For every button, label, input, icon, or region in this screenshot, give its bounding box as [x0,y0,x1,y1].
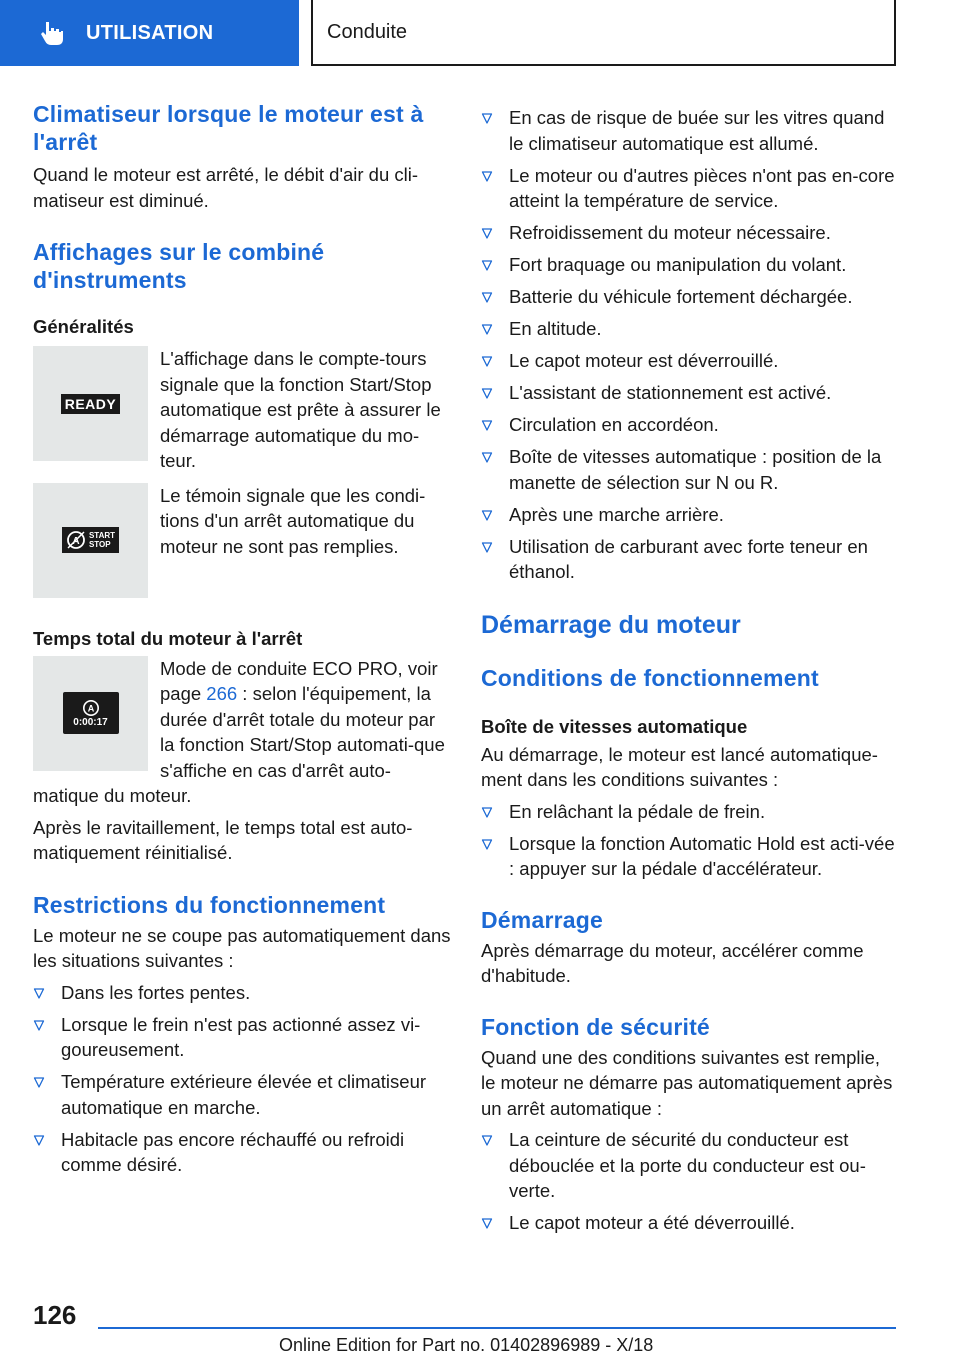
text-demarrage: Après démarrage du moteur, accélérer comme d'habitude. [481,939,864,986]
list-item [481,831,899,882]
triangle-bullet-icon [481,259,493,271]
list-item [33,1069,451,1120]
triangle-bullet-icon [481,806,493,818]
triangle-bullet-icon [481,509,493,521]
restrictions-list-continued [481,105,899,585]
heading-securite: Fonction de sécurité [481,1013,710,1040]
list-item [33,1127,451,1178]
triangle-bullet-icon [33,1076,45,1088]
list-item-text: Fort braquage ou manipulation du volant. [509,254,847,275]
list-item [481,444,899,495]
triangle-bullet-icon [33,1134,45,1146]
text-temps-part-2: : selon l'équipement, la durée d'arrêt totale du moteur par la fonction Start/Stop automati-que s'affiche en cas d'arrêt auto-matique du moteur. [33,683,445,806]
list-item [481,348,899,374]
list-item-text: Le capot moteur a été déverrouillé. [509,1212,795,1233]
list-item-text: En relâchant la pédale de frein. [509,800,766,822]
text-ravitaillement: Après le ravitaillement, le temps total est auto-matiquement réinitialisé. [33,816,413,863]
triangle-bullet-icon [481,451,493,463]
hand-pointer-icon [32,13,72,53]
list-item-text: La ceinture de sécurité du conducteur est débouclée et la porte du conducteur est ou-verte. [509,1129,866,1201]
auto-startstop-icon [66,530,86,550]
heading-temps-total: Temps total du moteur à l'arrêt [33,627,303,649]
triangle-bullet-icon [481,541,493,553]
list-item [481,799,899,825]
list-item [481,316,899,342]
securite-conditions-list [481,1127,899,1236]
list-item [481,252,899,278]
list-item-text: Le moteur ou d'autres pièces n'ont pas en-core atteint la température de service. [509,164,895,211]
triangle-bullet-icon [481,112,493,124]
restrictions-list [33,980,451,1178]
text-securite: Quand une des conditions suivantes est remplie, le moteur ne démarre pas automatiquement après un arrêt automatique : [481,1046,893,1119]
list-item [481,412,899,438]
text-startstop: Le témoin signale que les condi-tions d'un arrêt automatique du moteur ne sont pas remplies. [160,484,426,557]
heading-demarrage: Démarrage [481,906,603,933]
heading-demarrage-moteur: Démarrage du moteur [481,610,741,639]
list-item-text: Le capot moteur est déverrouillé. [509,350,779,371]
list-item-text: Lorsque le frein n'est pas actionné assez vi-goureusement. [61,1013,421,1060]
left-column [33,100,451,1184]
triangle-bullet-icon [481,291,493,303]
list-item [481,220,899,246]
triangle-bullet-icon [481,323,493,335]
text-boite-auto: Au démarrage, le moteur est lancé automatique-ment dans les conditions suivantes : [481,743,878,790]
startstop-image [33,483,148,598]
list-item-text: Batterie du véhicule fortement déchargée. [509,286,853,307]
list-item-text: Utilisation de carburant avec forte teneur en éthanol. [509,535,868,582]
triangle-bullet-icon [481,838,493,850]
heading-affichages: Affichages sur le combiné d'instruments [33,239,325,293]
heading-conditions: Conditions de fonctionnement [481,664,819,691]
text-ready: L'affichage dans le compte-tours signale que la fonction Start/Stop automatique est prête à assurer le démarrage automatique du mo-teur. [160,348,441,471]
list-item [481,1210,899,1236]
ready-image [33,346,148,461]
right-column [481,100,899,1242]
list-item-text: Circulation en accordéon. [509,414,719,435]
list-item-text: En cas de risque de buée sur les vitres quand le climatiseur automatique est allumé. [509,107,885,154]
triangle-bullet-icon [481,419,493,431]
list-item [481,105,899,156]
list-item [481,534,899,585]
auto-startstop-icon [82,699,100,717]
list-item-text: Refroidissement du moteur nécessaire. [509,222,831,243]
list-item [481,163,899,214]
triangle-bullet-icon [481,355,493,367]
triangle-bullet-icon [481,1217,493,1229]
stop-label: STOP [88,540,111,549]
list-item-text: Boîte de vitesses automatique : position de la manette de sélection sur N ou R. [509,446,882,493]
list-item [33,1012,451,1063]
ready-display-text: READY [64,395,117,412]
heading-climatiseur: Climatiseur lorsque le moteur est à l'arrêt [33,101,424,155]
page-number: 126 [33,1300,77,1330]
triangle-bullet-icon [33,1019,45,1031]
list-item-text: Habitacle pas encore réchauffé ou refroidi comme désiré. [61,1128,405,1175]
timer-display-text: 0:00:17 [73,716,108,728]
heading-generalites: Généralités [33,316,134,337]
chapter-label: Conduite [327,20,408,43]
timer-image [33,656,148,771]
list-item-text: En altitude. [509,318,602,339]
list-item-text: Après une marche arrière. [509,503,724,525]
list-item-text: Lorsque la fonction Automatic Hold est acti-vée : appuyer sur la pédale d'accélérateur. [509,832,895,879]
list-item [481,1127,899,1204]
svg-text:A: A [87,703,94,714]
section-tab [0,0,299,66]
start-label: START [88,531,116,540]
list-item [481,502,899,528]
list-item [481,284,899,310]
triangle-bullet-icon [481,170,493,182]
svg-text:A: A [72,536,80,547]
list-item [33,980,451,1006]
list-item-text: L'assistant de stationnement est activé. [509,382,832,403]
page-link-266[interactable]: 266 [206,683,238,704]
text-restrictions: Le moteur ne se coupe pas automatiquement dans les situations suivantes : [33,924,451,971]
footer-rule [98,1327,896,1329]
text-climatiseur: Quand le moteur est arrêté, le débit d'air du cli-matiseur est diminué. [33,164,419,211]
boite-conditions-list [481,799,899,882]
section-label: UTILISATION [86,21,214,44]
triangle-bullet-icon [481,227,493,239]
triangle-bullet-icon [481,1134,493,1146]
text-temps-part-1: Mode de conduite ECO PRO, voir page [160,657,438,704]
triangle-bullet-icon [33,987,45,999]
heading-restrictions: Restrictions du fonctionnement [33,891,386,918]
heading-boite-auto: Boîte de vitesses automatique [481,715,748,737]
list-item-text: Température extérieure élevée et climatiseur automatique en marche. [61,1071,427,1118]
chapter-box [311,0,896,66]
edition-note: Online Edition for Part no. 01402896989 - X/18 [279,1335,654,1355]
list-item [481,380,899,406]
triangle-bullet-icon [481,387,493,399]
list-item-text: Dans les fortes pentes. [61,981,251,1003]
